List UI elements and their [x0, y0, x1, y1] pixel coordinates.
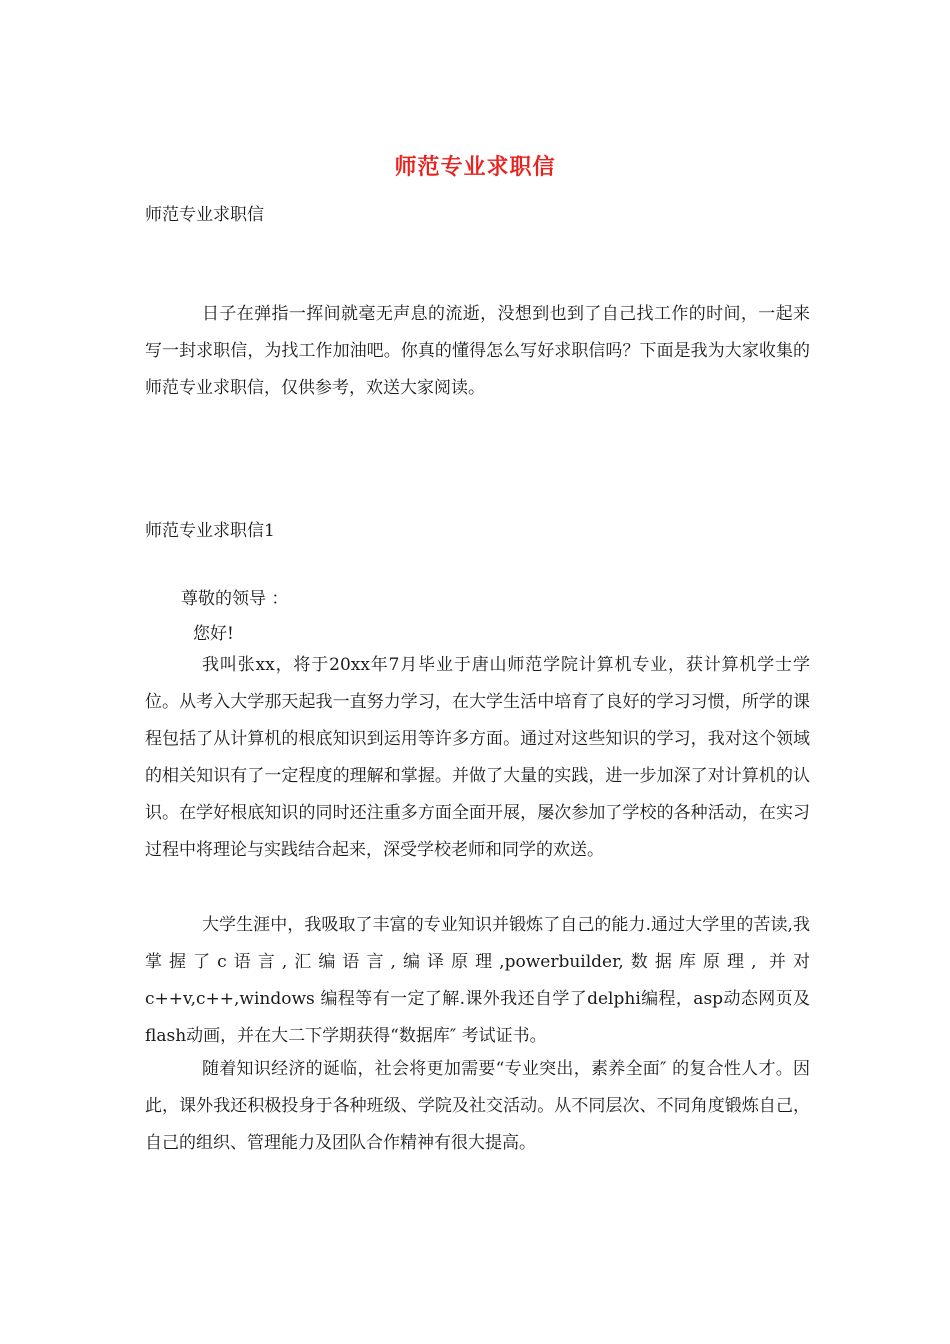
body-paragraph: 大学生涯中，我吸取了丰富的专业知识并锻炼了自己的能力.通过大学里的苦读,我掌握了c语言,汇编语言,编译原理,powerbuilder,数据库原理, 并对c++v,c++,windows 编程等有一定了解.课外我还自学了delphi编程，asp动态网页及flash动画，并在大二下学期获得“数据库″ 考试证书。 [145, 915, 810, 1046]
salutation: 尊敬的领导 ： [181, 589, 289, 609]
body-paragraph: 随着知识经济的诞临，社会将更加需要“专业突出，素养全面″ 的复合性人才。因此，课外我还积极投身于各种班级、学院及社交活动。从不同层次、不同角度锻炼自己，自己的组织、管理能力及团队合作精神有很大提高。 [145, 1059, 810, 1153]
document-subtitle: 师范专业求职信 [145, 205, 264, 225]
section-title: 师范专业求职信1 [145, 521, 275, 541]
greeting: 您好! [193, 624, 234, 644]
body-paragraph: 我叫张xx，将于20xx年7月毕业于唐山师范学院计算机专业，获计算机学士学位。从考入大学那天起我一直努力学习，在大学生活中培育了良好的学习习惯，所学的课程包括了从计算机的根底知识到运用等许多方面。通过对这些知识的学习，我对这个领域的相关知识有了一定程度的理解和掌握。并做了大量的实践，进一步加深了对计算机的认识。在学好根底知识的同时还注重多方面全面开展，屡次参加了学校的各种活动，在实习过程中将理论与实践结合起来，深受学校老师和同学的欢送。 [145, 655, 810, 860]
document-title: 师范专业求职信 [394, 154, 556, 180]
intro-paragraph: 日子在弹指一挥间就毫无声息的流逝，没想到也到了自己找工作的时间，一起来写一封求职信，为找工作加油吧。你真的懂得怎么写好求职信吗？下面是我为大家收集的师范专业求职信，仅供参考，欢送大家阅读。 [145, 304, 810, 398]
